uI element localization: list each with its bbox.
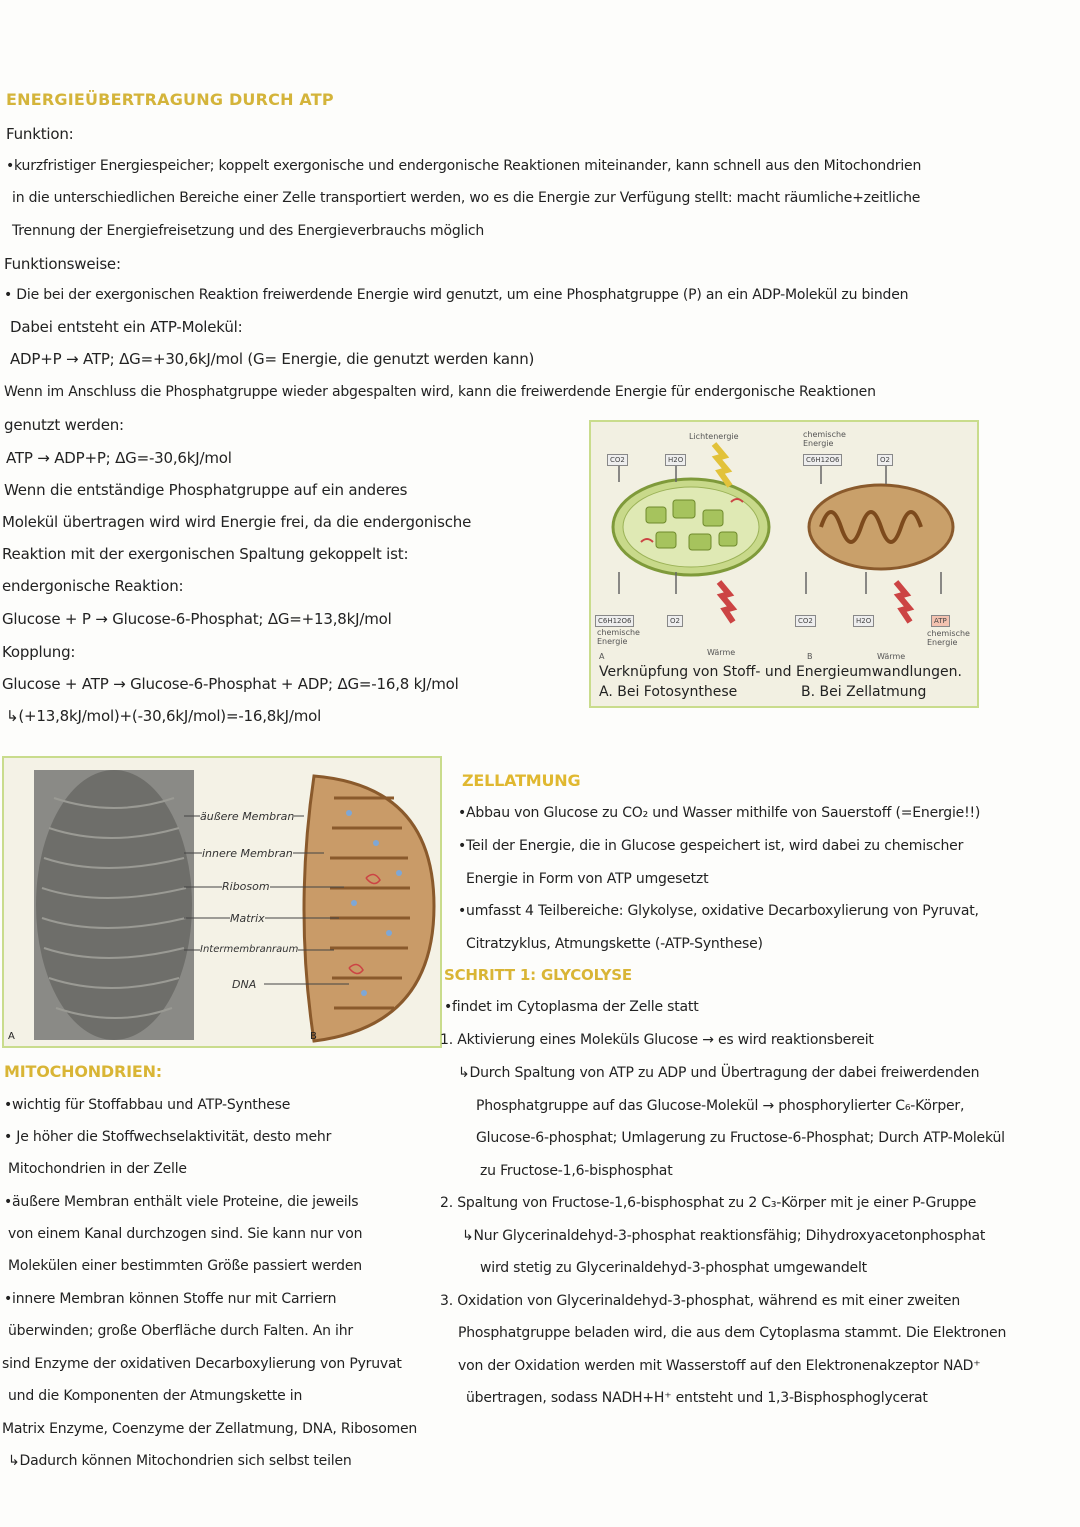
label-glucose-bottom: C6H12O6: [595, 615, 634, 627]
atp-line-1: • Die bei der exergonischen Reaktion freiwerdende Energie wird genutzt, um eine Phosphatgruppe (P) an ein ADP-Molekül zu binden: [4, 287, 909, 303]
label-lichtenergie: Lichtenergie: [689, 432, 739, 441]
mito-line-1: •wichtig für Stoffabbau und ATP-Synthese: [4, 1097, 291, 1113]
heat-bolt-2: [896, 582, 910, 622]
figure-mitochondrion: [2, 756, 442, 1048]
atp-line-8: Molekül übertragen wird wird Energie frei, da die endergonische: [2, 513, 472, 531]
label-atp: ATP: [931, 615, 950, 627]
atp-line-11: Glucose + P → Glucose-6-Phosphat; ΔG=+13,8kJ/mol: [2, 610, 392, 628]
funktion-line-2: in die unterschiedlichen Bereiche einer Zelle transportiert werden, wo es die Energie zur Verfügung stellt: macht räumliche+zeitliche: [12, 190, 921, 206]
label-o2-top: O2: [877, 454, 893, 466]
zell-line-5: Citratzyklus, Atmungskette (-ATP-Synthese): [466, 936, 763, 952]
mito-diagram-shape: [304, 776, 434, 1041]
atp-line-13: Glucose + ATP → Glucose-6-Phosphat + ADP; ΔG=-16,8 kJ/mol: [2, 675, 459, 693]
label-chem-energie-bl: chemische Energie: [597, 628, 640, 646]
funktion-line-3: Trennung der Energiefreisetzung und des Energieverbrauchs möglich: [12, 223, 485, 239]
label-dna: DNA: [232, 978, 257, 991]
glyc-line-13: übertragen, sodass NADH+H⁺ entsteht und 1,3-Bisphosphoglycerat: [466, 1390, 928, 1406]
section-title-zellatmung: ZELLATMUNG: [462, 771, 581, 790]
label-h2o-top: H2O: [665, 454, 686, 466]
fig1-caption-1: Verknüpfung von Stoff- und Energieumwandlungen.: [599, 664, 962, 680]
mito-line-7: •innere Membran können Stoffe nur mit Carriern: [4, 1291, 337, 1307]
label-waerme-right: Wärme: [877, 652, 906, 661]
glyc-line-10: 3. Oxidation von Glycerinaldehyd-3-phosphat, während es mit einer zweiten: [440, 1293, 961, 1309]
label-aeussere-membran: äußere Membran: [200, 810, 295, 823]
em-mito-body: [36, 770, 192, 1040]
glyc-line-11: Phosphatgruppe beladen wird, die aus dem Cytoplasma stammt. Die Elektronen: [458, 1325, 1007, 1341]
glyc-line-9: wird stetig zu Glycerinaldehyd-3-phosphat umgewandelt: [480, 1260, 867, 1276]
mito-line-6: Molekülen einer bestimmten Größe passiert werden: [8, 1258, 362, 1274]
mito-line-8: überwinden; große Oberfläche durch Falten. An ihr: [8, 1323, 353, 1339]
section-title-atp: ENERGIEÜBERTRAGUNG DURCH ATP: [6, 90, 334, 109]
section-title-glycolyse: SCHRITT 1: GLYCOLYSE: [444, 966, 632, 984]
heat-bolt-1: [719, 582, 733, 622]
light-bolt: [714, 444, 730, 486]
atp-line-6: ATP → ADP+P; ΔG=-30,6kJ/mol: [6, 449, 232, 467]
funktionsweise-label: Funktionsweise:: [4, 255, 121, 273]
label-ribosom: Ribosom: [222, 880, 270, 893]
glyc-line-4: Phosphatgruppe auf das Glucose-Molekül → phosphorylierter C₆-Körper,: [476, 1098, 965, 1114]
atp-line-10: endergonische Reaktion:: [2, 577, 184, 595]
label-o2-bottom: O2: [667, 615, 683, 627]
mito-line-4: •äußere Membran enthält viele Proteine, die jeweils: [4, 1194, 359, 1210]
label-co2-bottom: CO2: [795, 615, 816, 627]
fig1-caption-2: A. Bei Fotosynthese: [599, 684, 738, 700]
funktion-label: Funktion:: [6, 125, 74, 143]
atp-line-2: Dabei entsteht ein ATP-Molekül:: [10, 318, 243, 336]
label-a-fig2: A: [8, 1031, 15, 1042]
atp-line-4: Wenn im Anschluss die Phosphatgruppe wieder abgespalten wird, kann die freiwerdende Energie für endergonische Reaktionen: [4, 384, 876, 400]
section-title-mitochondrien: MITOCHONDRIEN:: [4, 1062, 162, 1081]
mito-line-9: sind Enzyme der oxidativen Decarboxylierung von Pyruvat: [2, 1356, 402, 1372]
label-innere-membran: innere Membran: [202, 847, 293, 860]
label-h2o-bottom: H2O: [853, 615, 874, 627]
mito-line-2: • Je höher die Stoffwechselaktivität, desto mehr: [4, 1129, 332, 1145]
label-b-fig2: B: [310, 1031, 317, 1042]
glyc-line-8: ↳Nur Glycerinaldehyd-3-phosphat reaktionsfähig; Dihydroxyacetonphosphat: [462, 1228, 986, 1244]
mito-line-12: ↳Dadurch können Mitochondrien sich selbst teilen: [8, 1453, 352, 1469]
glyc-line-1: •findet im Cytoplasma der Zelle statt: [444, 999, 699, 1015]
glyc-line-5: Glucose-6-phosphat; Umlagerung zu Fructose-6-Phosphat; Durch ATP-Molekül: [476, 1130, 1005, 1146]
atp-line-9: Reaktion mit der exergonischen Spaltung gekoppelt ist:: [2, 545, 409, 563]
label-glucose-top: C6H12O6: [803, 454, 842, 466]
glyc-line-7: 2. Spaltung von Fructose-1,6-bisphosphat zu 2 C₃-Körper mit je einer P-Gruppe: [440, 1195, 977, 1211]
atp-line-12: Kopplung:: [2, 643, 76, 661]
atp-line-5: genutzt werden:: [4, 416, 124, 434]
glyc-line-2: 1. Aktivierung eines Moleküls Glucose → es wird reaktionsbereit: [440, 1032, 874, 1048]
label-matrix: Matrix: [230, 912, 265, 925]
label-waerme-left: Wärme: [707, 648, 736, 657]
figure-energy-svg: [591, 422, 977, 662]
mito-line-10: und die Komponenten der Atmungskette in: [8, 1388, 303, 1404]
zell-line-1: •Abbau von Glucose zu CO₂ und Wasser mithilfe von Sauerstoff (=Energie!!): [458, 805, 981, 821]
atp-line-7: Wenn die entständige Phosphatgruppe auf ein anderes: [4, 481, 408, 499]
zell-line-3: Energie in Form von ATP umgesetzt: [466, 871, 709, 887]
label-b-fig1: B: [807, 652, 813, 661]
mito-line-5: von einem Kanal durchzogen sind. Sie kann nur von: [8, 1226, 363, 1242]
label-chem-energie-top: chemische Energie: [803, 430, 846, 448]
glyc-line-12: von der Oxidation werden mit Wasserstoff auf den Elektronenakzeptor NAD⁺: [458, 1358, 981, 1374]
zell-line-4: •umfasst 4 Teilbereiche: Glykolyse, oxidative Decarboxylierung von Pyruvat,: [458, 903, 979, 919]
figure-energy-conversion: [589, 420, 979, 708]
label-a-fig1: A: [599, 652, 605, 661]
glyc-line-6: zu Fructose-1,6-bisphosphat: [480, 1163, 673, 1179]
zell-line-2: •Teil der Energie, die in Glucose gespeichert ist, wird dabei zu chemischer: [458, 838, 964, 854]
atp-line-14: ↳(+13,8kJ/mol)+(-30,6kJ/mol)=-16,8kJ/mol: [6, 707, 322, 725]
mito-line-11: Matrix Enzyme, Coenzyme der Zellatmung, DNA, Ribosomen: [2, 1421, 418, 1437]
label-co2-top: CO2: [607, 454, 628, 466]
atp-line-3: ADP+P → ATP; ΔG=+30,6kJ/mol (G= Energie, die genutzt werden kann): [10, 350, 535, 368]
glyc-line-3: ↳Durch Spaltung von ATP zu ADP und Übertragung der dabei freiwerdenden: [458, 1065, 980, 1081]
label-intermembranraum: Intermembranraum: [200, 944, 299, 955]
label-chem-energie-br: chemische Energie: [927, 629, 970, 647]
fig1-caption-3: B. Bei Zellatmung: [801, 684, 927, 700]
figure-mito-svg: [4, 758, 440, 1046]
funktion-line-1: •kurzfristiger Energiespeicher; koppelt exergonische und endergonische Reaktionen miteinander, kann schnell aus den Mitochondrien: [6, 158, 922, 174]
mito-line-3: Mitochondrien in der Zelle: [8, 1161, 187, 1177]
